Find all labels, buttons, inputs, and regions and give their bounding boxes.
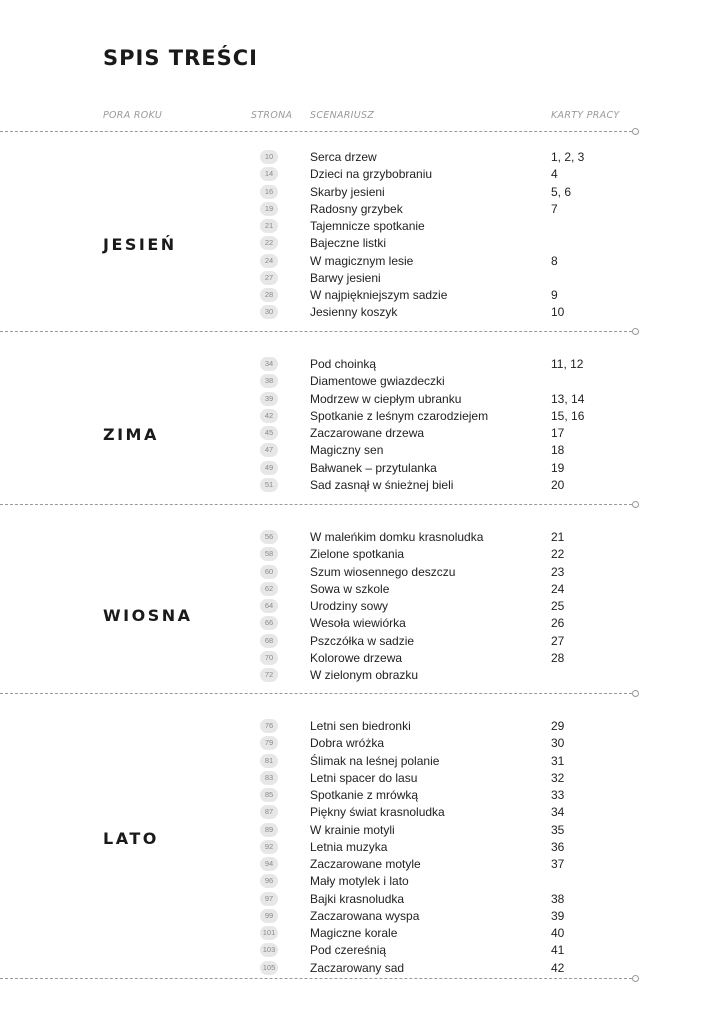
- worksheet-numbers: 19: [551, 460, 565, 475]
- page-number-badge: 97: [260, 892, 278, 906]
- page-number-badge: 10: [260, 150, 278, 164]
- worksheet-numbers: 39: [551, 908, 565, 923]
- scenario-title: Tajemnicze spotkanie: [310, 219, 425, 233]
- page-number-badge: 94: [260, 857, 278, 871]
- worksheet-numbers: 10: [551, 305, 565, 320]
- worksheet-numbers: 7: [551, 201, 558, 216]
- page-number-badge: 96: [260, 874, 278, 888]
- page-number-badge: 49: [260, 461, 278, 475]
- page-number-badge: 22: [260, 236, 278, 250]
- scenario-title: Szum wiosennego deszczu: [310, 564, 456, 579]
- page-number-badge: 58: [260, 547, 278, 561]
- list-item: [0, 805, 725, 822]
- list-item: [0, 357, 725, 374]
- worksheet-numbers: 13, 14: [551, 391, 585, 406]
- worksheet-numbers: 34: [551, 805, 565, 820]
- scenario-title: Dzieci na grzybobraniu: [310, 167, 433, 182]
- list-item: [0, 167, 725, 184]
- worksheet-numbers: 21: [551, 530, 565, 544]
- scenario-title: Skarby jesieni: [310, 184, 385, 199]
- scenario-title: Ślimak na leśnej polanie: [310, 753, 440, 768]
- season-label: LATO: [103, 829, 159, 848]
- page-number-badge: 62: [260, 582, 278, 596]
- worksheet-numbers: 17: [551, 426, 565, 440]
- header-worksheets: KARTY PRACY: [551, 110, 620, 121]
- scenario-title: Pod czereśnią: [310, 943, 387, 958]
- list-item: [0, 219, 725, 236]
- list-item: [0, 736, 725, 753]
- list-item: [0, 943, 725, 960]
- scenario-title: Zielone spotkania: [310, 547, 405, 562]
- scenario-title: Serca drzew: [310, 150, 377, 164]
- page-number-badge: 72: [260, 668, 278, 682]
- scenario-title: Kolorowe drzewa: [310, 650, 403, 665]
- page-number-badge: 56: [260, 530, 278, 544]
- list-item: [0, 271, 725, 288]
- scenario-title: W maleńkim domku krasnoludka: [310, 530, 484, 544]
- list-item: [0, 616, 725, 633]
- page-number-badge: 64: [260, 599, 278, 613]
- scenario-title: Letnia muzyka: [310, 839, 388, 854]
- list-item: [0, 961, 725, 978]
- scenario-title: Jesienny koszyk: [310, 305, 398, 320]
- page-number-badge: 39: [260, 392, 278, 406]
- worksheet-numbers: 38: [551, 891, 565, 906]
- list-item: [0, 202, 725, 219]
- worksheet-numbers: 22: [551, 547, 565, 562]
- worksheet-numbers: 30: [551, 736, 565, 751]
- worksheet-numbers: 33: [551, 788, 565, 802]
- season-label: JESIEŃ: [103, 235, 177, 254]
- header-season: PORA ROKU: [103, 110, 163, 121]
- worksheet-numbers: 40: [551, 926, 565, 940]
- worksheet-numbers: 9: [551, 288, 558, 302]
- page-number-badge: 99: [260, 909, 278, 923]
- page-number-badge: 60: [260, 565, 278, 579]
- list-item: [0, 668, 725, 685]
- header-page: STRONA: [251, 110, 293, 121]
- scenario-title: Mały motylek i lato: [310, 874, 409, 889]
- worksheet-numbers: 5, 6: [551, 184, 572, 199]
- scenario-title: Zaczarowany sad: [310, 960, 405, 975]
- list-item: [0, 565, 725, 582]
- page-number-badge: 101: [260, 926, 278, 940]
- scenario-title: Spotkanie z mrówką: [310, 788, 419, 802]
- list-item: [0, 719, 725, 736]
- page-number-badge: 42: [260, 409, 278, 423]
- worksheet-numbers: 31: [551, 753, 565, 768]
- page-number-badge: 34: [260, 357, 278, 371]
- page-number-badge: 92: [260, 840, 278, 854]
- list-item: [0, 478, 725, 495]
- worksheet-numbers: 37: [551, 857, 565, 871]
- worksheet-numbers: 35: [551, 822, 565, 837]
- scenario-title: Barwy jesieni: [310, 270, 381, 285]
- scenario-title: Dobra wróżka: [310, 736, 385, 751]
- page-number-badge: 66: [260, 616, 278, 630]
- list-item: [0, 185, 725, 202]
- page-number-badge: 38: [260, 374, 278, 388]
- page-number-badge: 51: [260, 478, 278, 492]
- list-item: [0, 530, 725, 547]
- list-item: [0, 823, 725, 840]
- scenario-title: Pod choinką: [310, 357, 377, 371]
- page-number-badge: 16: [260, 185, 278, 199]
- worksheet-numbers: 4: [551, 167, 558, 182]
- page-number-badge: 45: [260, 426, 278, 440]
- worksheet-numbers: 26: [551, 616, 565, 631]
- scenario-title: W krainie motyli: [310, 822, 395, 837]
- worksheet-numbers: 36: [551, 839, 565, 854]
- page-number-badge: 85: [260, 788, 278, 802]
- worksheet-numbers: 27: [551, 633, 565, 648]
- list-item: [0, 634, 725, 651]
- page-number-badge: 24: [260, 254, 278, 268]
- scenario-title: Magiczne korale: [310, 926, 398, 940]
- list-item: [0, 599, 725, 616]
- scenario-title: Pszczółka w sadzie: [310, 633, 415, 648]
- page-number-badge: 76: [260, 719, 278, 733]
- page-number-badge: 89: [260, 823, 278, 837]
- list-item: [0, 392, 725, 409]
- worksheet-numbers: 24: [551, 581, 565, 596]
- page-number-badge: 47: [260, 443, 278, 457]
- page-number-badge: 30: [260, 305, 278, 319]
- page-number-badge: 81: [260, 754, 278, 768]
- worksheet-numbers: 15, 16: [551, 408, 585, 423]
- scenario-title: Modrzew w ciepłym ubranku: [310, 391, 462, 406]
- list-item: [0, 288, 725, 305]
- page-number-badge: 21: [260, 219, 278, 233]
- list-item: [0, 461, 725, 478]
- list-item: [0, 374, 725, 391]
- section-divider: [0, 131, 632, 132]
- worksheet-numbers: 29: [551, 719, 565, 733]
- page-number-badge: 103: [260, 943, 278, 957]
- section-divider: [0, 504, 632, 505]
- worksheet-numbers: 23: [551, 564, 565, 579]
- section-divider: [0, 978, 632, 979]
- page-number-badge: 83: [260, 771, 278, 785]
- page-number-badge: 19: [260, 202, 278, 216]
- list-item: [0, 771, 725, 788]
- list-item: [0, 547, 725, 564]
- scenario-title: Magiczny sen: [310, 443, 384, 458]
- worksheet-numbers: 11, 12: [551, 357, 584, 371]
- list-item: [0, 305, 725, 322]
- scenario-title: Radosny grzybek: [310, 201, 403, 216]
- scenario-title: Zaczarowane drzewa: [310, 426, 425, 440]
- section-divider: [0, 693, 632, 694]
- worksheet-numbers: 20: [551, 477, 565, 492]
- header-scenario: SCENARIUSZ: [310, 110, 375, 121]
- page-number-badge: 27: [260, 271, 278, 285]
- scenario-title: Spotkanie z leśnym czarodziejem: [310, 408, 489, 423]
- list-item: [0, 651, 725, 668]
- page-number-badge: 68: [260, 634, 278, 648]
- scenario-title: W zielonym obrazku: [310, 668, 419, 682]
- scenario-title: Bajki krasnoludka: [310, 891, 405, 906]
- section-divider: [0, 331, 632, 332]
- page-number-badge: 105: [260, 961, 278, 975]
- worksheet-numbers: 8: [551, 253, 558, 268]
- worksheet-numbers: 42: [551, 960, 565, 975]
- list-item: [0, 409, 725, 426]
- list-item: [0, 874, 725, 891]
- list-item: [0, 754, 725, 771]
- list-item: [0, 150, 725, 167]
- worksheet-numbers: 25: [551, 599, 565, 613]
- scenario-title: Diamentowe gwiazdeczki: [310, 374, 445, 389]
- list-item: [0, 582, 725, 599]
- scenario-title: Zaczarowane motyle: [310, 857, 421, 871]
- scenario-title: Wesoła wiewiórka: [310, 616, 406, 631]
- page-number-badge: 87: [260, 805, 278, 819]
- list-item: [0, 254, 725, 271]
- scenario-title: Piękny świat krasnoludka: [310, 805, 445, 820]
- page-title: SPIS TREŚCI: [103, 46, 258, 70]
- scenario-title: Sad zasnął w śnieżnej bieli: [310, 477, 454, 492]
- page-number-badge: 79: [260, 736, 278, 750]
- scenario-title: Bałwanek – przytulanka: [310, 460, 437, 475]
- season-label: WIOSNA: [103, 606, 193, 625]
- scenario-title: W magicznym lesie: [310, 253, 414, 268]
- worksheet-numbers: 18: [551, 443, 565, 458]
- list-item: [0, 857, 725, 874]
- list-item: [0, 443, 725, 460]
- page-number-badge: 14: [260, 167, 278, 181]
- page-number-badge: 28: [260, 288, 278, 302]
- list-item: [0, 926, 725, 943]
- worksheet-numbers: 41: [551, 943, 565, 958]
- scenario-title: Zaczarowana wyspa: [310, 908, 420, 923]
- worksheet-numbers: 28: [551, 650, 565, 665]
- list-item: [0, 426, 725, 443]
- scenario-title: Bajeczne listki: [310, 236, 387, 251]
- scenario-title: Letni spacer do lasu: [310, 770, 418, 785]
- list-item: [0, 788, 725, 805]
- scenario-title: W najpiękniejszym sadzie: [310, 288, 448, 302]
- list-item: [0, 892, 725, 909]
- list-item: [0, 909, 725, 926]
- worksheet-numbers: 1, 2, 3: [551, 150, 585, 164]
- season-label: ZIMA: [103, 425, 159, 444]
- list-item: [0, 840, 725, 857]
- worksheet-numbers: 32: [551, 770, 565, 785]
- scenario-title: Sowa w szkole: [310, 581, 390, 596]
- list-item: [0, 236, 725, 253]
- scenario-title: Letni sen biedronki: [310, 719, 411, 733]
- scenario-title: Urodziny sowy: [310, 599, 389, 613]
- page-number-badge: 70: [260, 651, 278, 665]
